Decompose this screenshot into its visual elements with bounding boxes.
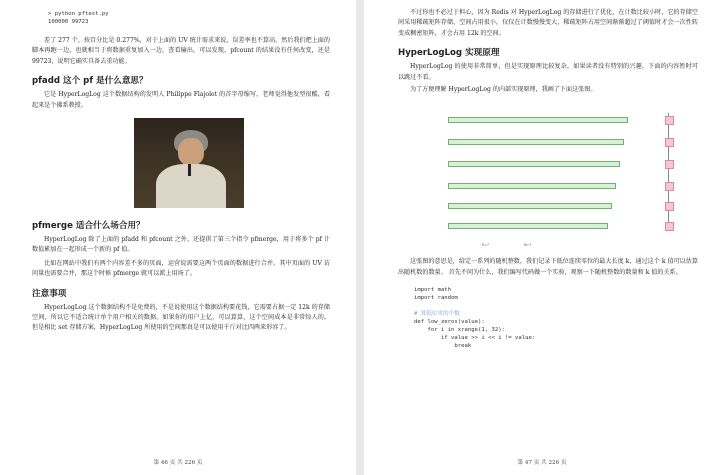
bit-row xyxy=(448,161,620,167)
bit-row xyxy=(448,223,608,229)
section-heading: pfmerge 适合什么场合用？ xyxy=(32,221,145,232)
code-line: if value >> i << i != value: xyxy=(414,335,536,342)
section-heading: pfadd 这个 pf 是什么意思？ xyxy=(32,76,148,87)
register-cell xyxy=(665,202,674,211)
code-line xyxy=(414,302,698,310)
section-heading: HyperLogLog 实现原理 xyxy=(398,48,500,59)
paragraph: HyperLogLog 这个数据结构不是免费的，不是说使用这个数据结构要花钱，它需要占据一定 12k 的存储空间，所以它不适合统计单个用户相关的数据。如果你的用户上亿，可以算算，这个空间成本是非常惊人的。但是相比 set 存储方案，HyperLogLog 所使用的空间那真是可以使用千斤对比四两来形容了。 xyxy=(32,303,330,332)
register-cell xyxy=(665,116,674,125)
paragraph: HyperLogLog 除了上面的 pfadd 和 pfcount 之外，还提供了第三个指令 pfmerge，用于将多个 pf 计数值累加在一起形成一个新的 pf 值。 xyxy=(32,236,330,254)
diagram-connector xyxy=(668,113,669,231)
bit-row xyxy=(448,203,612,209)
register-cell xyxy=(665,222,674,231)
code-line: for i in xrange(1, 32): xyxy=(414,327,505,334)
right-page xyxy=(364,0,720,475)
code-line: def low_zeros(value): xyxy=(414,319,485,326)
register-cell xyxy=(665,138,674,147)
photo-body xyxy=(156,164,226,208)
bit-row xyxy=(448,117,628,123)
code-line: 100000 99723 xyxy=(48,19,89,25)
left-page xyxy=(0,0,356,475)
paragraph: HyperLogLog 的使用非常简单，但是实现原理比较复杂，如果读者没有特别的兴趣，下面的内容暂时可以跳过不看。 xyxy=(398,63,698,81)
code-block xyxy=(414,286,698,350)
bit-row xyxy=(448,139,624,145)
bit-row xyxy=(448,183,616,189)
code-line: break xyxy=(414,343,472,350)
code-line: import random xyxy=(414,295,458,302)
paragraph: 比如在网站中我们有两个内容差不多的页面，运营说需要这两个页面的数据进行合并。其中页面的 UV 访问量也需要合并，那这个时候 pfmerge 就可以派上用场了。 xyxy=(32,259,330,278)
code-line: > python pftest.py xyxy=(48,11,109,17)
page-footer: 第 46 页 共 226 页 xyxy=(153,460,203,466)
paragraph: 不过你也不必过于担心，因为 Redis 对 HyperLogLog 的存储进行了优化，在计数比较小时，它的存储空间采用稀疏矩阵存储，空间占用很小，仅仅在计数慢慢变大，稀疏矩阵占用空间渐渐超过了阈值时才会一次性转变成稠密矩阵，才会占用 12k 的空间。 xyxy=(398,9,698,37)
code-comment: # 算低位零的个数 xyxy=(414,311,460,318)
code-output xyxy=(48,10,330,26)
paragraph: 它是 HyperLogLog 这个数据结构的发明人 Philippe Flajolet 的首字母缩写，老师觉得他发型很酷，看起来是个佛系教授。 xyxy=(32,91,330,109)
hyperloglog-diagram xyxy=(424,103,684,253)
photo-face xyxy=(178,138,204,166)
professor-photo xyxy=(134,118,244,208)
paragraph: 为了方便理解 HyperLogLog 的内部实现原理，我画了下面这张图。 xyxy=(410,86,597,94)
code-line: import math xyxy=(414,287,452,294)
photo-mic xyxy=(188,164,191,176)
diagram-label-k: K=? xyxy=(482,243,489,248)
diagram-label-n: N=? xyxy=(524,243,532,248)
paragraph: 差了 277 个，按百分比是 0.277%，对于上面的 UV 统计需求来说，误差率也不算高。然后我们把上面的脚本再跑一边，也就相当于将数据重复加入一边，查看输出，可以发现，pfcount 的结果没有任何改变，还是 99723，说明它确实具备去重功能。 xyxy=(32,37,330,65)
paragraph: 这张图的意思是，给定一系列的随机整数，我们记录下低位连续零位的最大长度 k，通过这个 k 值可以估算出随机数的数量。 首先不问为什么，我们编写代码做一个实验，观察一下随机整数的数量和 k 值的关系。 xyxy=(398,258,698,276)
section-heading: 注意事项 xyxy=(32,288,67,299)
register-cell xyxy=(665,160,674,169)
page-footer: 第 47 页 共 226 页 xyxy=(517,460,567,466)
register-cell xyxy=(665,182,674,191)
